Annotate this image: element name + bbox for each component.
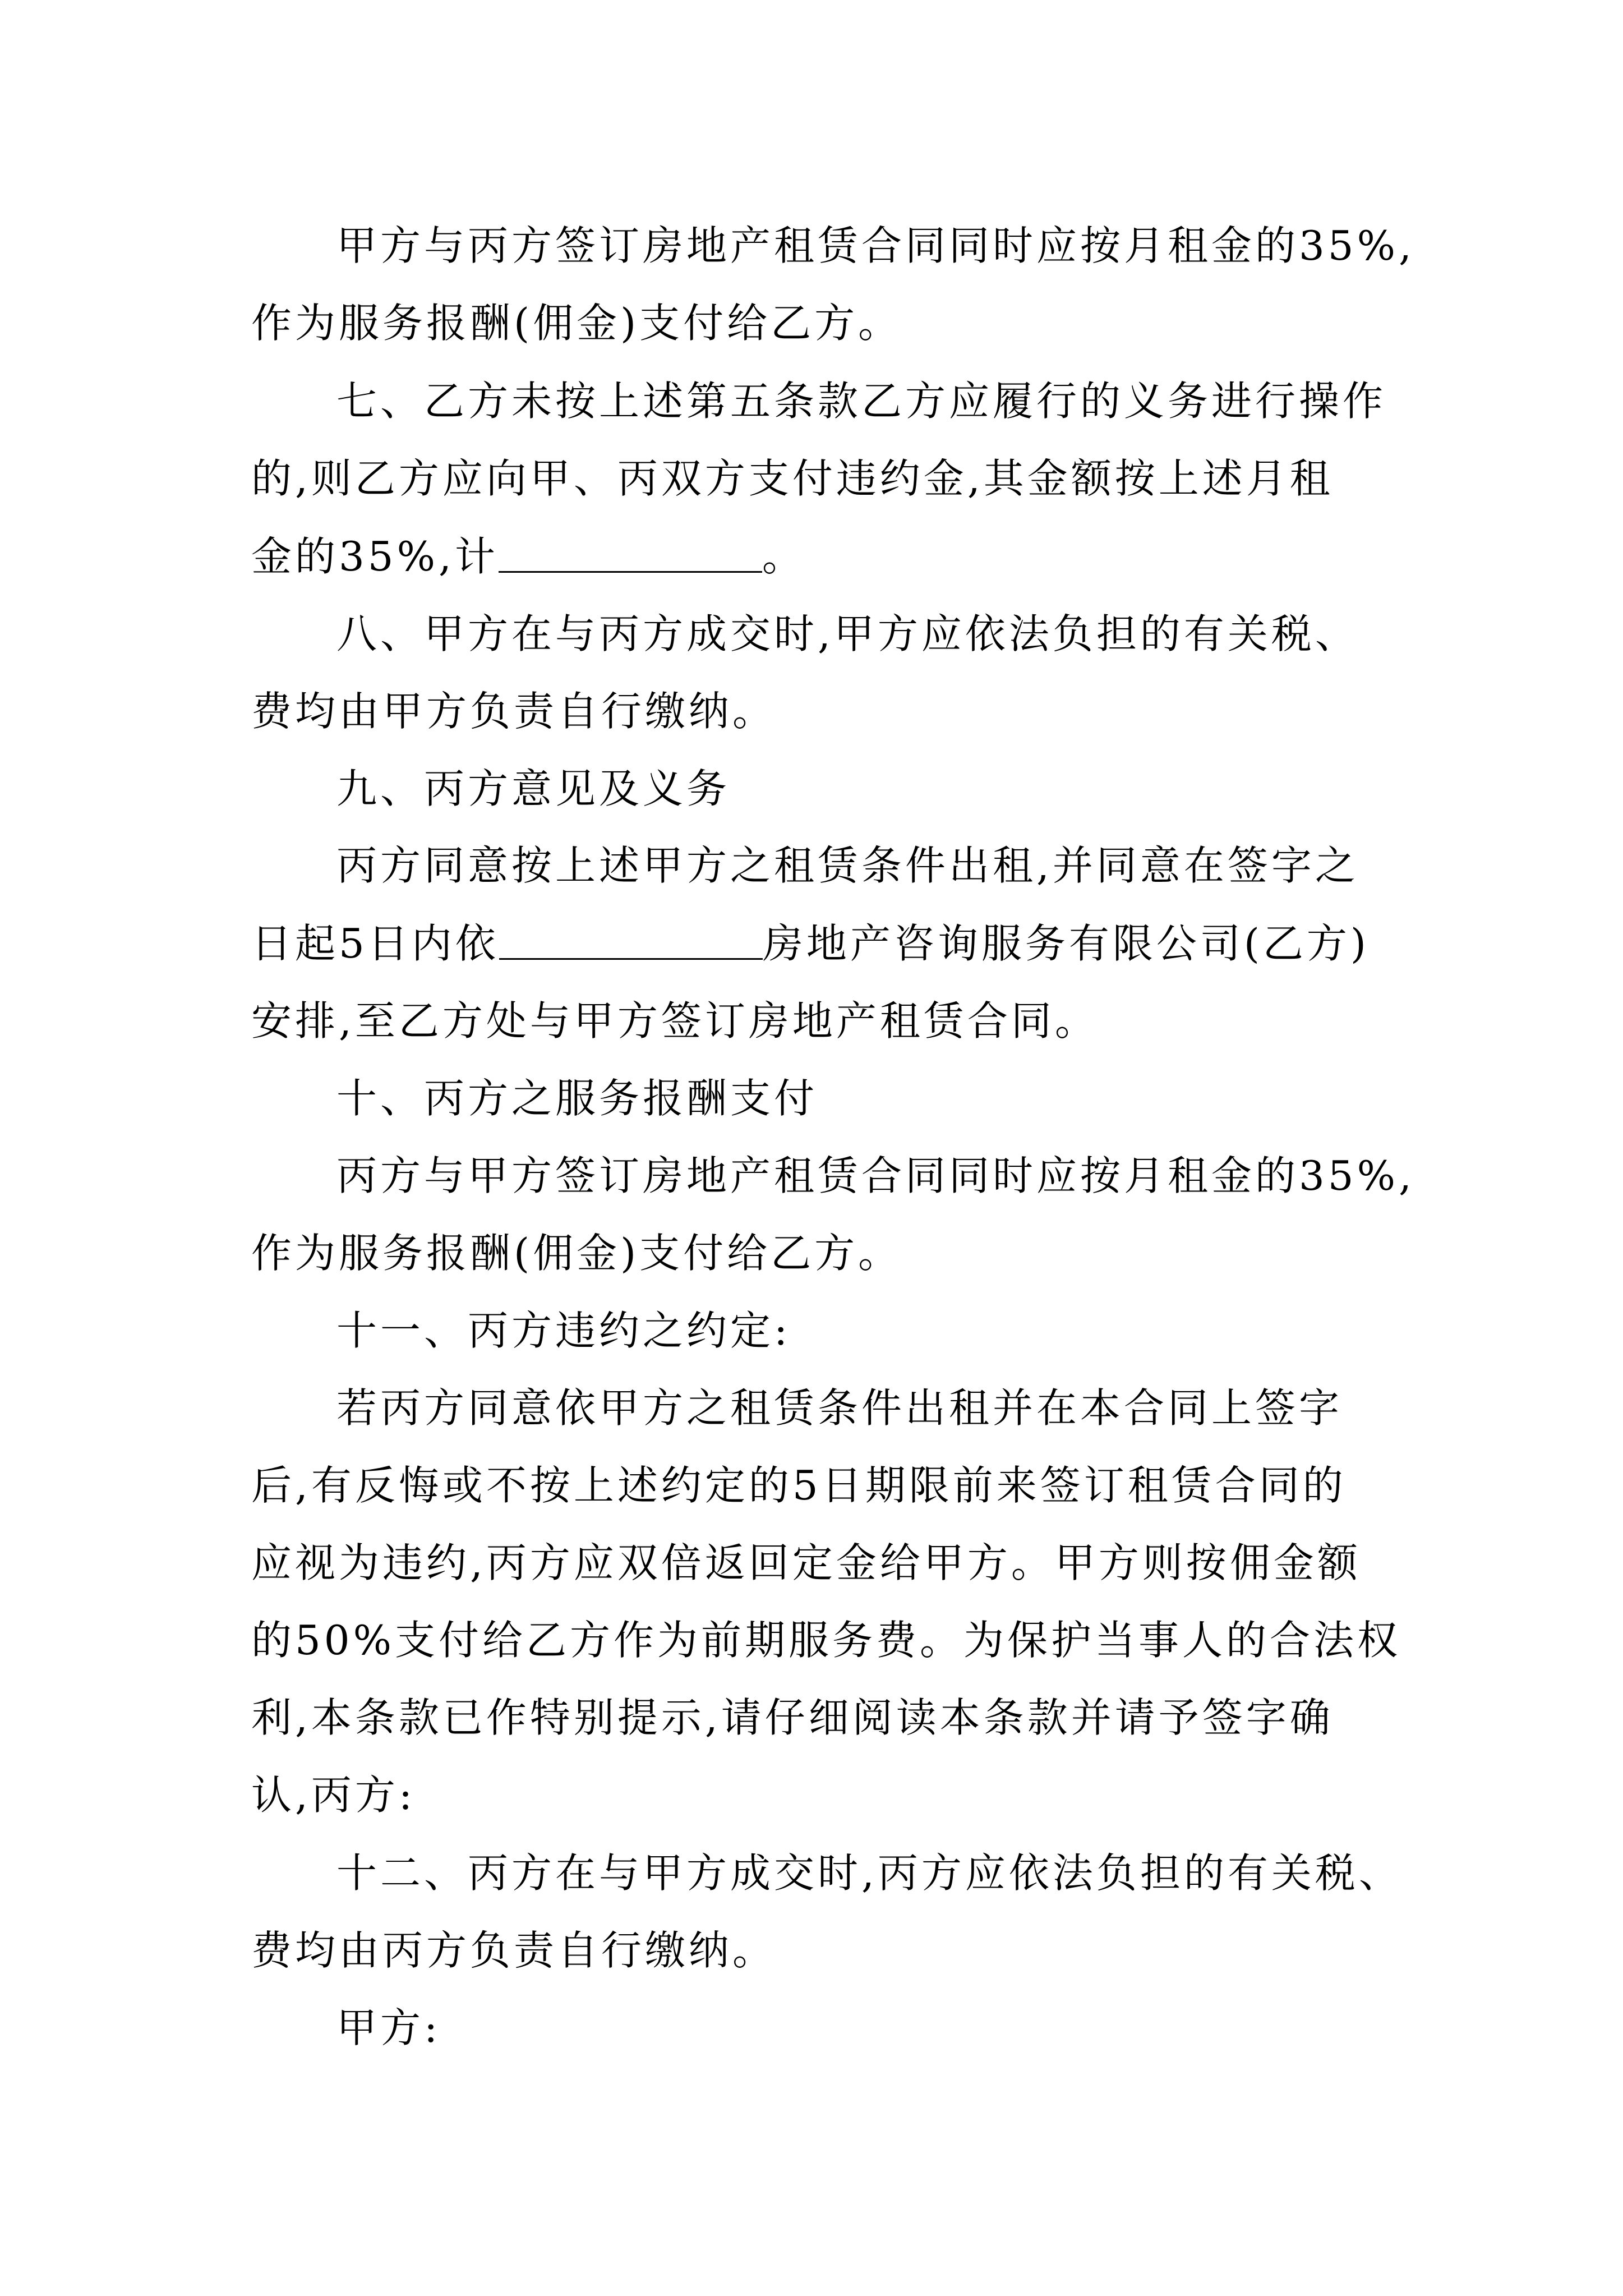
section-heading	[336, 761, 1458, 817]
text-line	[336, 1148, 1458, 1204]
line-text: 利,本条款已作特别提示,请仔细阅读本条款并请予签字确	[251, 1694, 1334, 1741]
text-line	[251, 1922, 1373, 1978]
text-line	[251, 993, 1373, 1049]
line-text: 甲方:	[336, 2004, 441, 2051]
text-line	[251, 1535, 1373, 1591]
line-text: 日起5日内依	[251, 920, 499, 967]
text-line	[251, 915, 1373, 972]
line-text: 十一、丙方违约之约定:	[336, 1307, 791, 1354]
text-line	[251, 1457, 1373, 1513]
line-text: 费均由甲方负责自行缴纳。	[251, 688, 777, 735]
fill-in-blank	[499, 531, 762, 573]
text-line	[336, 838, 1458, 894]
section-heading	[336, 1070, 1458, 1126]
text-line	[251, 683, 1373, 739]
line-text: 。	[762, 533, 806, 580]
line-text: 费均由丙方负责自行缴纳。	[251, 1927, 777, 1974]
signature-label	[336, 2000, 1458, 2056]
text-line	[336, 1845, 1458, 1901]
line-text: 后,有反悔或不按上述约定的5日期限前来签订租赁合同的	[251, 1462, 1347, 1509]
line-text: 十、丙方之服务报酬支付	[336, 1075, 818, 1122]
line-text: 十二、丙方在与甲方成交时,丙方应依法负担的有关税、	[336, 1849, 1403, 1897]
text-line	[336, 373, 1458, 429]
line-text: 八、甲方在与丙方成交时,甲方应依法负担的有关税、	[336, 610, 1359, 657]
line-text: 丙方同意按上述甲方之租赁条件出租,并同意在签字之	[336, 842, 1359, 889]
line-text: 应视为违约,丙方应双倍返回定金给甲方。甲方则按佣金额	[251, 1539, 1361, 1586]
line-text: 九、丙方意见及义务	[336, 765, 731, 812]
text-line	[336, 606, 1458, 662]
text-line	[251, 1225, 1373, 1281]
text-line	[336, 1380, 1458, 1436]
section-heading	[336, 1303, 1458, 1359]
line-text: 丙方与甲方签订房地产租赁合同同时应按月租金的35%,	[336, 1152, 1415, 1199]
line-text: 的50%支付给乙方作为前期服务费。为保护当事人的合法权	[251, 1617, 1401, 1664]
text-line	[336, 218, 1458, 274]
fill-in-blank	[499, 918, 763, 960]
text-line	[251, 295, 1373, 351]
text-line	[251, 1612, 1401, 1668]
text-line	[251, 1690, 1373, 1746]
text-line	[251, 450, 1373, 507]
text-line	[251, 1767, 1373, 1823]
line-text: 作为服务报酬(佣金)支付给乙方。	[251, 300, 902, 347]
line-text: 的,则乙方应向甲、丙双方支付违约金,其金额按上述月租	[251, 455, 1334, 502]
line-text: 安排,至乙方处与甲方签订房地产租赁合同。	[251, 997, 1099, 1045]
line-text: 若丙方同意依甲方之租赁条件出租并在本合同上签字	[336, 1384, 1343, 1432]
line-text: 七、乙方未按上述第五条款乙方应履行的义务进行操作	[336, 378, 1387, 425]
line-text: 认,丙方:	[251, 1772, 416, 1819]
text-line	[251, 528, 1373, 585]
line-text: 甲方与丙方签订房地产租赁合同同时应按月租金的35%,	[336, 222, 1415, 269]
line-text: 金的35%,计	[251, 533, 499, 580]
line-text: 作为服务报酬(佣金)支付给乙方。	[251, 1230, 902, 1277]
line-text: 房地产咨询服务有限公司(乙方)	[762, 920, 1370, 967]
